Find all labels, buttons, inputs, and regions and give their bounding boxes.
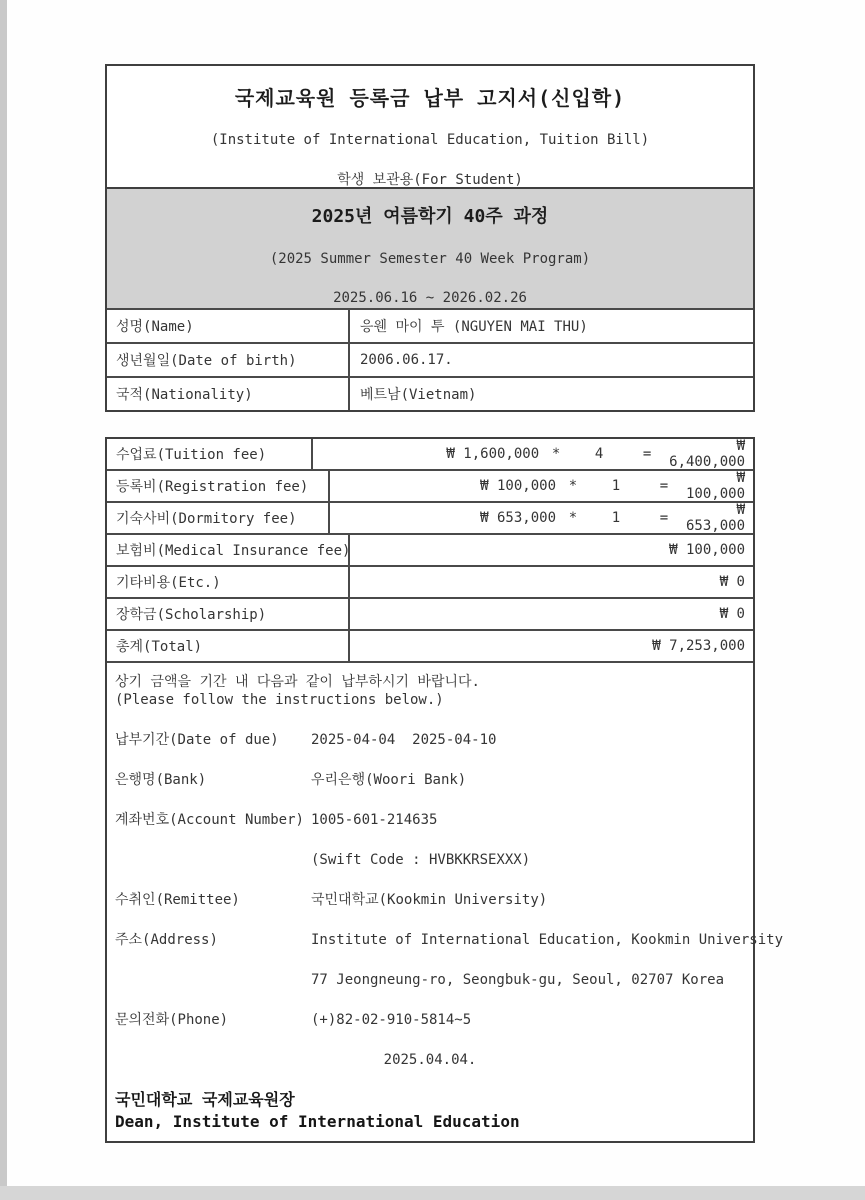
dormitory-total: ₩ 653,000 xyxy=(686,502,746,534)
remittee-value: 국민대학교(Kookmin University) xyxy=(311,892,548,908)
address-row xyxy=(115,931,784,949)
signature-ko: 국민대학교 국제교육원장 xyxy=(115,1090,295,1109)
payment-instructions xyxy=(107,661,784,1141)
registration-count: 1 xyxy=(611,478,621,494)
total-label: 총계(Total) xyxy=(107,631,350,661)
nationality-row xyxy=(107,376,753,410)
equals-sign: = xyxy=(659,510,669,526)
multiply-sign: * xyxy=(568,478,578,494)
nationality-value: 베트남(Vietnam) xyxy=(360,387,477,403)
address-value-line2: 77 Jeongneung-ro, Seongbuk-gu, Seoul, 02707 Korea xyxy=(311,972,725,988)
scholarship-row xyxy=(107,597,753,629)
address-label-spacer xyxy=(115,971,311,989)
scan-edge-bottom xyxy=(0,1186,865,1200)
bill-header-table xyxy=(105,64,755,412)
signature-block xyxy=(115,1089,745,1133)
swift-code-row xyxy=(115,851,745,869)
student-name-label: 성명(Name) xyxy=(107,310,350,342)
remittee-label: 수취인(Remittee) xyxy=(115,892,240,908)
bank-value: 우리은행(Woori Bank) xyxy=(311,772,467,788)
address-row-2 xyxy=(115,971,745,989)
dormitory-unit-price: ₩ 653,000 xyxy=(480,510,556,526)
multiply-sign: * xyxy=(551,446,561,462)
scholarship-label: 장학금(Scholarship) xyxy=(107,599,350,629)
due-date-row xyxy=(115,731,745,749)
document-title-en: (Institute of International Education, Tuition Bill) xyxy=(210,132,650,148)
due-date-value: 2025-04-04 2025-04-10 xyxy=(311,732,497,748)
etc-fee-label: 기타비용(Etc.) xyxy=(107,567,350,597)
birth-date-row xyxy=(107,342,753,376)
tuition-total: ₩ 6,400,000 xyxy=(669,438,745,470)
nationality-label: 국적(Nationality) xyxy=(107,378,350,410)
program-period: 2025.06.16 ~ 2026.02.26 xyxy=(333,290,527,306)
swift-code-value: (Swift Code : HVBKKRSEXXX) xyxy=(311,852,531,868)
dormitory-count: 1 xyxy=(611,510,621,526)
signature-en: Dean, Institute of International Education xyxy=(115,1112,520,1131)
tuition-fee-row xyxy=(107,439,753,469)
tuition-fee-amount xyxy=(313,439,753,469)
registration-fee-label: 등록비(Registration fee) xyxy=(107,471,330,501)
equals-sign: = xyxy=(659,478,669,494)
fee-and-payment-table xyxy=(105,437,784,1143)
total-amount: ₩ 7,253,000 xyxy=(652,638,745,654)
registration-unit-price: ₩ 100,000 xyxy=(480,478,556,494)
bank-row xyxy=(115,771,745,789)
insurance-fee-label: 보험비(Medical Insurance fee) xyxy=(107,535,350,565)
bank-label: 은행명(Bank) xyxy=(115,772,207,788)
phone-value: (+)82-02-910-5814~5 xyxy=(311,1012,472,1028)
tuition-count: 4 xyxy=(594,446,604,462)
student-name-value: 응웬 마이 투 (NGUYEN MAI THU) xyxy=(360,319,588,335)
payment-notice-ko: 상기 금액을 기간 내 다음과 같이 납부하시기 바랍니다. xyxy=(115,674,480,690)
dormitory-fee-row xyxy=(107,501,753,533)
document-header xyxy=(107,66,753,187)
remittee-row xyxy=(115,891,745,909)
insurance-fee-amount: ₩ 100,000 xyxy=(669,542,745,558)
address-label: 주소(Address) xyxy=(115,932,218,948)
registration-fee-row xyxy=(107,469,753,501)
tuition-fee-label: 수업료(Tuition fee) xyxy=(107,439,313,469)
phone-label: 문의전화(Phone) xyxy=(115,1012,229,1028)
phone-row xyxy=(115,1011,745,1029)
account-number-value: 1005-601-214635 xyxy=(311,812,438,828)
etc-fee-amount: ₩ 0 xyxy=(719,574,745,590)
registration-fee-amount xyxy=(330,471,753,501)
program-banner xyxy=(107,187,753,308)
dormitory-fee-amount xyxy=(330,503,753,533)
birth-date-value: 2006.06.17. xyxy=(360,352,453,368)
tuition-unit-price: ₩ 1,600,000 xyxy=(446,446,540,462)
payment-notice-en: (Please follow the instructions below.) xyxy=(115,692,444,708)
document-title: 국제교육원 등록금 납부 고지서(신입학) xyxy=(234,86,626,110)
program-title: 2025년 여름학기 40주 과정 xyxy=(311,206,549,227)
address-value-line1: Institute of International Education, Kookmin University xyxy=(311,932,784,948)
issue-date: 2025.04.04. xyxy=(383,1052,477,1068)
copy-label: 학생 보관용(For Student) xyxy=(337,172,523,188)
scan-edge-left xyxy=(0,0,7,1200)
due-date-label: 납부기간(Date of due) xyxy=(115,732,279,748)
scholarship-amount: ₩ 0 xyxy=(719,606,745,622)
total-row xyxy=(107,629,753,661)
insurance-fee-row xyxy=(107,533,753,565)
account-number-label: 계좌번호(Account Number) xyxy=(115,812,304,828)
birth-date-label: 생년월일(Date of birth) xyxy=(107,344,350,376)
registration-total: ₩ 100,000 xyxy=(686,470,746,502)
dormitory-fee-label: 기숙사비(Dormitory fee) xyxy=(107,503,330,533)
multiply-sign: * xyxy=(568,510,578,526)
account-number-row xyxy=(115,811,745,829)
swift-code-label xyxy=(115,851,311,869)
equals-sign: = xyxy=(642,446,652,462)
program-title-en: (2025 Summer Semester 40 Week Program) xyxy=(269,251,591,267)
etc-fee-row xyxy=(107,565,753,597)
student-name-row xyxy=(107,308,753,342)
